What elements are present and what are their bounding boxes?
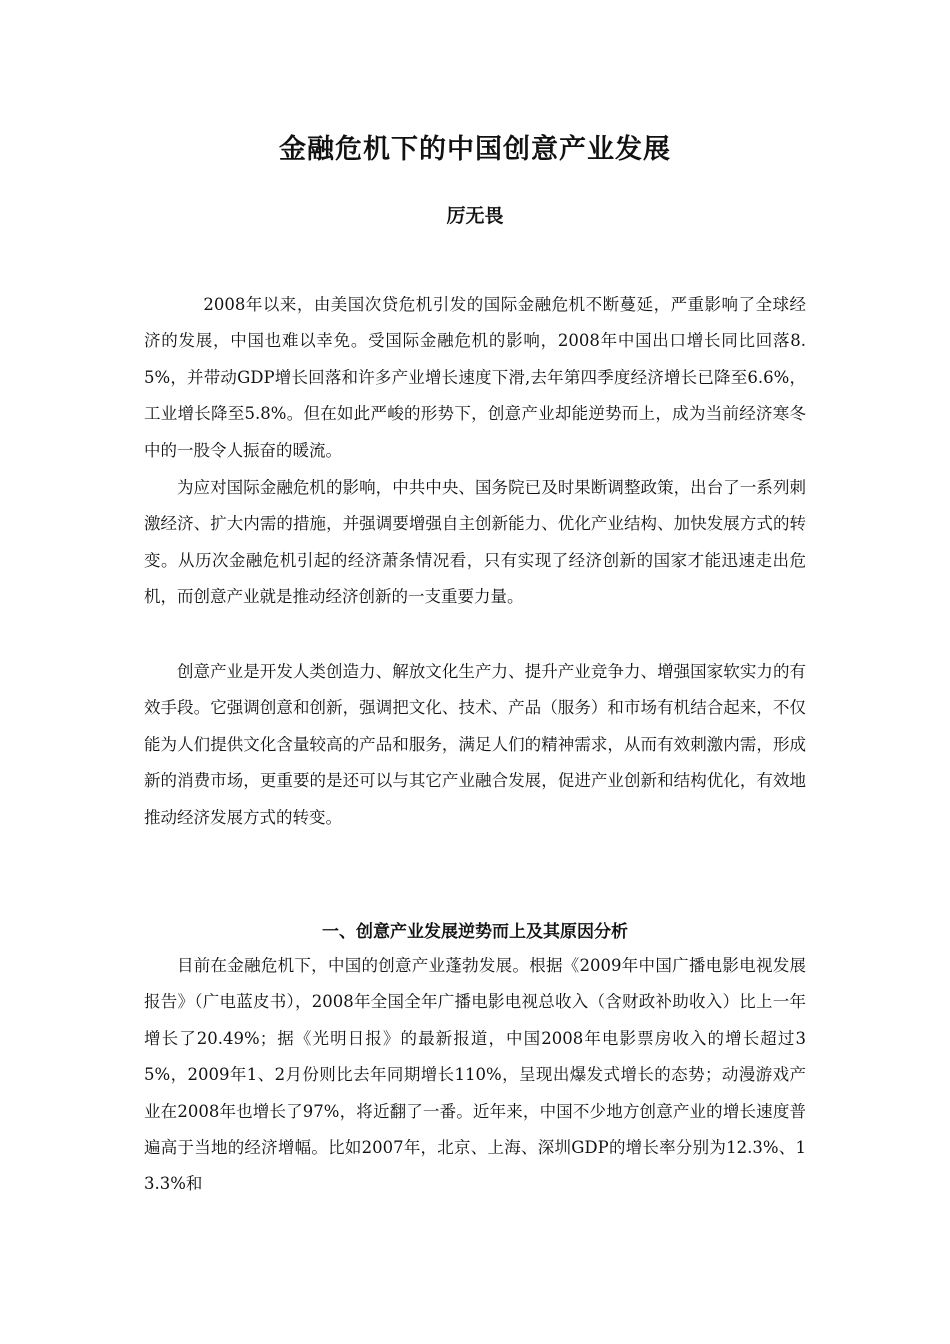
paragraph-intro: 2008年以来，由美国次贷危机引发的国际金融危机不断蔓延，严重影响了全球经济的发展，中国也难以幸免。受国际金融危机的影响，2008年中国出口增长同比回落8.5%，并带动GDP增长回落和许多产业增长速度下滑,去年第四季度经济增长已降至6.6%，工业增长降至5.8%。但在如此严峻的形势下，创意产业却能逆势而上，成为当前经济寒冬中的一股令人振奋的暖流。 — [144, 295, 806, 460]
paragraph-section-one: 目前在金融危机下，中国的创意产业蓬勃发展。根据《2009年中国广播电影电视发展报告》（广电蓝皮书），2008年全国全年广播电影电视总收入（含财政补助收入）比上一年增长了20.49%；据《光明日报》的最新报道，中国2008年电影票房收入的增长超过35%，2009年1、2月份则比去年同期增长110%，呈现出爆发式增长的态势；动漫游戏产业在2008年也增长了97%，将近翻了一番。近年来，中国不少地方创意产业的增长速度普遍高于当地的经济增幅。比如2007年，北京、上海、深圳GDP的增长率分别为12.3%、13.3%和 — [144, 956, 806, 1194]
author-name: 厉无畏 — [446, 205, 504, 227]
paragraph-creative-industry: 创意产业是开发人类创造力、解放文化生产力、提升产业竞争力、增强国家软实力的有效手段。它强调创意和创新，强调把文化、技术、产品（服务）和市场有机结合起来，不仅能为人们提供文化含量较高的产品和服务，满足人们的精神需求，从而有效刺激内需，形成新的消费市场，更重要的是还可以与其它产业融合发展，促进产业创新和结构优化，有效地推动经济发展方式的转变。 — [144, 662, 806, 827]
section-heading: 一、创意产业发展逆势而上及其原因分析 — [322, 922, 628, 942]
document-title: 金融危机下的中国创意产业发展 — [279, 134, 671, 165]
paragraph-policy: 为应对国际金融危机的影响，中共中央、国务院已及时果断调整政策，出台了一系列刺激经济、扩大内需的措施，并强调要增强自主创新能力、优化产业结构、加快发展方式的转变。从历次金融危机引起的经济萧条情况看，只有实现了经济创新的国家才能迅速走出危机，而创意产业就是推动经济创新的一支重要力量。 — [144, 478, 806, 607]
